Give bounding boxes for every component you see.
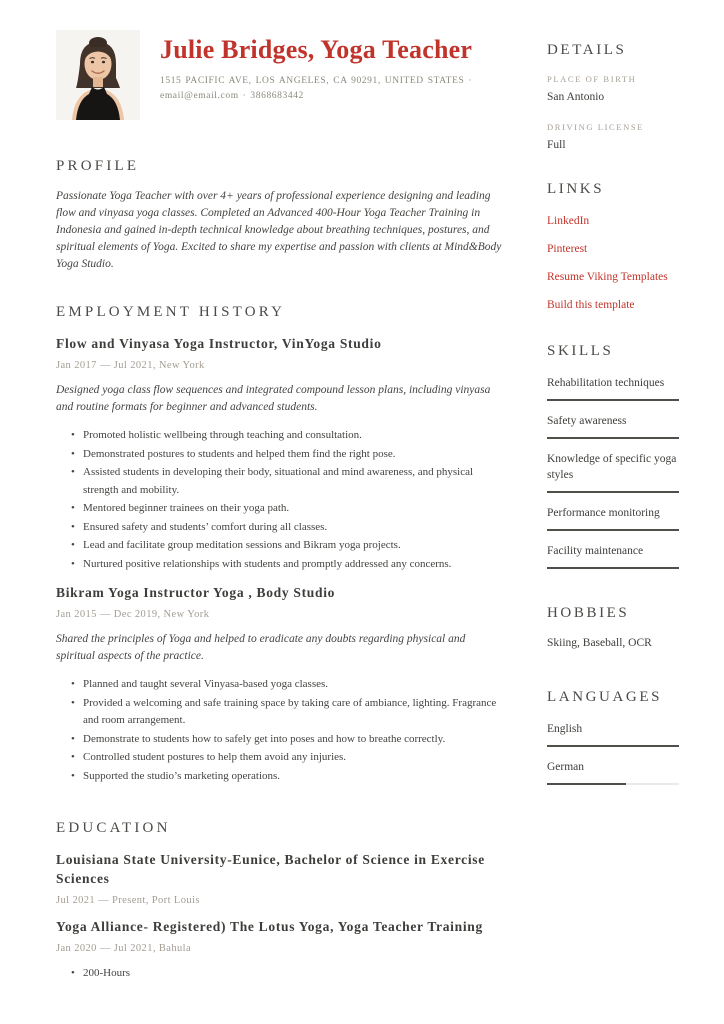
language-bar-fill: [547, 783, 626, 785]
skill-bar-track: [547, 567, 679, 569]
links-heading: LINKS: [547, 181, 605, 197]
profile-photo-illustration: [56, 30, 140, 120]
link-pinterest[interactable]: Pinterest: [547, 243, 588, 255]
skill-bar-track: [547, 399, 679, 401]
skill-bar-track: [547, 437, 679, 439]
language-item: [547, 721, 679, 747]
skill-bar-fill: [547, 399, 679, 401]
education-dates: Jan 2020 — Jul 2021, Bahula: [56, 943, 192, 954]
job-dates: Jan 2017 — Jul 2021, New York: [56, 360, 205, 371]
contact-address-line1: 1515 PACIFIC AVE, LOS ANGELES, CA 90291, UNITED STATES ·: [160, 75, 473, 86]
resume-header: [56, 30, 506, 120]
link-resume-viking-templates[interactable]: Resume Viking Templates: [547, 271, 668, 283]
language-bar-track: [547, 745, 679, 747]
hobbies-text: Skiing, Baseball, OCR: [547, 637, 652, 649]
skill-bar-track: [547, 529, 679, 531]
driving-license-label: DRIVING LICENSE: [547, 122, 644, 132]
bullet-item: • 200-Hours: [56, 965, 506, 983]
page-title: Julie Bridges, Yoga Teacher: [160, 35, 473, 64]
section-employment: [56, 304, 506, 785]
language-name: German: [547, 761, 585, 773]
bullet-item: • Assisted students in developing their body, situational and mind awareness, and physical strength and mobility.: [56, 464, 506, 499]
job-title: Bikram Yoga Instructor Yoga , Body Studio: [56, 585, 336, 600]
profile-text: Passionate Yoga Teacher with over 4+ years of professional experience designing and leading flow and vinyasa yoga classes. Completed an Advanced 400-Hour Yoga Teacher Training in Indonesia and gained in-depth technical knowledge about breathing techniques, postures, and spiritual elements of Yoga. Excited to share my expertise and passion with clients at Mind&Body Yoga Studio.: [56, 190, 502, 270]
driving-license-value: Full: [547, 139, 566, 151]
bullet-item: • Provided a welcoming and safe training space by taking care of ambiance, lighting. Fragrance and room arrangement.: [56, 695, 506, 730]
section-education: [56, 820, 506, 983]
sidebar: [547, 42, 679, 815]
language-item: [547, 759, 679, 785]
job-entry: [56, 334, 506, 573]
education-title: Louisiana State University-Eunice, Bachelor of Science in Exercise Sciences: [56, 852, 485, 886]
education-heading: EDUCATION: [56, 820, 171, 836]
bullet-item: • Mentored beginner trainees on their yoga path.: [56, 500, 506, 518]
bullet-item: • Planned and taught several Vinyasa-based yoga classes.: [56, 676, 506, 694]
sidebar-section-languages: [547, 689, 679, 785]
skill-item: [547, 375, 679, 401]
skill-item: [547, 505, 679, 531]
header-text: [160, 30, 472, 104]
bullet-item: • Promoted holistic wellbeing through teaching and consultation.: [56, 427, 506, 445]
skill-item: [547, 543, 679, 569]
profile-photo: [56, 30, 140, 120]
skill-item: [547, 413, 679, 439]
contact-address: [160, 74, 472, 104]
job-title: Flow and Vinyasa Yoga Instructor, VinYoga Studio: [56, 336, 382, 351]
job-dates: Jan 2015 — Dec 2019, New York: [56, 609, 210, 620]
skill-bar-fill: [547, 437, 679, 439]
contact-address-line2: email@email.com · 3868683442: [160, 90, 304, 101]
bullet-item: • Nurtured positive relationships with students and promptly addressed any concerns.: [56, 556, 506, 574]
sidebar-section-skills: [547, 343, 679, 569]
language-bar-fill: [547, 745, 679, 747]
details-heading: DETAILS: [547, 42, 627, 58]
bullet-item: • Demonstrated postures to students and helped them find the right pose.: [56, 446, 506, 464]
bullet-item: • Lead and facilitate group meditation sessions and Bikram yoga projects.: [56, 537, 506, 555]
hobbies-heading: HOBBIES: [547, 605, 630, 621]
education-bullet-list: [56, 965, 506, 983]
skill-item: [547, 451, 679, 493]
employment-heading: EMPLOYMENT HISTORY: [56, 304, 286, 320]
bullet-item: • Controlled student postures to help them avoid any injuries.: [56, 749, 506, 767]
skill-bar-track: [547, 491, 679, 493]
education-entry: [56, 917, 506, 983]
skill-bar-fill: [547, 567, 679, 569]
job-summary: Shared the principles of Yoga and helped to eradicate any doubts regarding physical and spiritual aspects of the practice.: [56, 633, 466, 662]
sidebar-section-hobbies: [547, 605, 679, 649]
link-build-this-template[interactable]: Build this template: [547, 299, 635, 311]
section-profile: [56, 158, 506, 273]
place-of-birth-label: PLACE OF BIRTH: [547, 74, 637, 84]
bullet-item: • Supported the studio’s marketing operations.: [56, 768, 506, 786]
sidebar-section-links: [547, 181, 679, 313]
skill-bar-fill: [547, 529, 679, 531]
skills-heading: SKILLS: [547, 343, 614, 359]
languages-heading: LANGUAGES: [547, 689, 663, 705]
skill-bar-fill: [547, 491, 679, 493]
skill-name: Knowledge of specific yoga styles: [547, 453, 677, 481]
skill-name: Rehabilitation techniques: [547, 377, 665, 389]
bullet-item: • Demonstrate to students how to safely get into poses and how to breathe correctly.: [56, 731, 506, 749]
skill-name: Safety awareness: [547, 415, 627, 427]
profile-heading: PROFILE: [56, 158, 140, 174]
link-linkedin[interactable]: LinkedIn: [547, 215, 590, 227]
job-bullet-list: [56, 427, 506, 573]
job-bullet-list: [56, 676, 506, 785]
bullet-item: • Ensured safety and students’ comfort during all classes.: [56, 519, 506, 537]
language-name: English: [547, 723, 583, 735]
education-entry: [56, 850, 506, 906]
job-entry: [56, 583, 506, 785]
place-of-birth-value: San Antonio: [547, 91, 605, 103]
job-summary: Designed yoga class flow sequences and integrated compound lesson plans, including vinyasa and routine formats for beginner and advanced students.: [56, 384, 491, 413]
skill-name: Facility maintenance: [547, 545, 644, 557]
education-dates: Jul 2021 — Present, Port Louis: [56, 895, 200, 906]
sidebar-section-details: [547, 42, 679, 151]
education-title: Yoga Alliance- Registered) The Lotus Yoga, Yoga Teacher Training: [56, 919, 483, 934]
main-column: [56, 30, 506, 993]
skill-name: Performance monitoring: [547, 507, 660, 519]
language-bar-track: [547, 783, 679, 785]
